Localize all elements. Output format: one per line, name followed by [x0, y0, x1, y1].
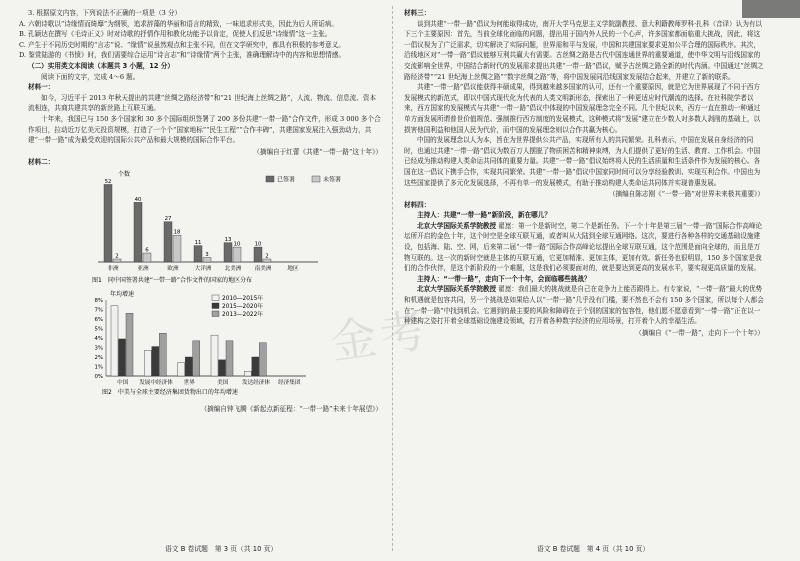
fig2-bar	[219, 359, 226, 375]
fig2-legend-swatch	[212, 295, 219, 301]
fig1-tick-label: 大洋洲	[194, 265, 212, 272]
fig2-bar	[126, 313, 133, 376]
question-3: 3. 根据原文内容，下列说法不正确的一项是（3 分）	[28, 9, 182, 17]
fig2-y-tick: 4%	[94, 335, 103, 342]
fig1-bar	[203, 257, 211, 261]
fig1-ylabel: 个数	[118, 170, 131, 178]
fig2-bar	[259, 342, 266, 375]
fig2-y-tick: 1%	[94, 364, 103, 370]
fig1-data-label: 27	[164, 216, 172, 223]
fig2-y-tick: 2%	[94, 354, 103, 361]
footer-left: 语文 B 卷试题 第 3 页（共 10 页）	[165, 545, 278, 553]
answer-1	[404, 221, 764, 274]
fig2-bar	[178, 362, 185, 375]
answer-2-text: 翟崑：我们最大的挑战就是自己在竞争力上能否跟得上。有专家说，“一带一路”最大的优势和机遇就是包容共同，另一个挑战是如果给人以“一带一路”几乎没有门槛，要不然也不会有 150 多个国家，所以每个人都会在“一带一路”中找到机会。它遇到的最主要的风险和障碍在于个别的国家的包容性，他们愿不愿意看到“一带一路”正在以一种建构之姿打开着全球基础设施建设领域，打开着各种数字经济的应用场景，打开着个人的幸福生活。	[404, 285, 764, 326]
fig1-bar	[194, 246, 202, 262]
material-1-para-2: 十年来，我国已与 150 多个国家和 30 多个国际组织签署了 200 多份共建“一带一路”合作文件，形成 3 000 多个合作项目，拉动近万亿美元投资规模，打造了一个个“国家地标”“民生工程”“合作丰碑”，共建国家发展注入强劲动力，共建“一带一路”成为最受欢迎的国际公共产品和最大规模的国际合作平台。	[28, 114, 381, 145]
page-divider	[392, 6, 393, 551]
fig1-data-label: 11	[194, 240, 202, 247]
material-4-source: （摘编自《“一带一路”，走向下一个十年》）	[635, 328, 764, 337]
fig2-legend-swatch	[212, 311, 219, 317]
fig1-legend-label: 已签署	[277, 176, 296, 184]
fig1-data-label: 6	[145, 247, 149, 254]
section-heading: （二）实用类文本阅读（本题共 3 小题，12 分）	[28, 61, 174, 70]
host-question-1: 主持人：共建“一带一路”新阶段，新在哪儿？	[417, 211, 551, 220]
fig2-ylabel: 年均增速	[110, 290, 135, 298]
fig1-title: 图1 同中国签署共建“一带一路”合作文件的国家的地区分布	[92, 276, 253, 284]
fig2-bar	[119, 338, 126, 375]
fig1-bar	[164, 222, 172, 262]
fig2-tick-label: 发展中经济体	[139, 379, 173, 386]
fig1-tick-label: 亚洲	[137, 265, 149, 272]
material-3-source: （摘编自陈志刚《“一带一路”对世界未来极其重要》）	[608, 190, 764, 199]
fig1-data-label: 10	[254, 241, 262, 248]
fig1-legend-swatch	[266, 176, 274, 182]
material-1-title: 材料一：	[28, 83, 55, 92]
section-intro: 阅读下面的文字，完成 4～6 题。	[41, 72, 140, 81]
fig1-tick-label: 欧洲	[167, 265, 179, 272]
watermark-logo: 金考	[327, 302, 434, 370]
fig2-tick-label: 发达经济体	[242, 379, 270, 386]
option-b: B. 孔颖达在撰写《毛诗正义》时对诗歌的抒情作用和教化功能予以肯定，促使人们反思“诗缘情”这一主张。	[19, 30, 332, 39]
fig1-bar	[224, 243, 232, 262]
fig1-legend-swatch	[312, 176, 320, 182]
fig2-tick-label: 美国	[217, 379, 229, 386]
material-1-para-1: 如今，习近平于 2013 年秋天提出的共建“丝绸之路经济带”和“21 世纪海上丝绸之路”，人流、物流、信息流、资本流相连，共商共建共享的新丝路上互联互通。	[28, 93, 377, 113]
fig2-y-tick: 0%	[94, 373, 103, 380]
material-3-para-3: 中国的发展理念以人为本，旨在为世界提供公共产品，实现所有人的共同繁荣。扎科表示，中国在发展自身经济的同时，也通过共建“一带一路”倡议为数百万人摆脱了物质困苦和精神束缚，为人们提供了更好的生活、教育、工作机会。中国已经成为推动构建人类命运共同体的重要力量。共建“一带一路”倡议始终将人民的生活质量和生活条件作为发展的核心。各国在这一倡议下携手合作，实现共同繁荣。共建“一带一路”倡议中国家同时间可以分享经验教训、实现互利合作。中国也为这些国家提供了多元化发展选择，不再有单一的发展模式，有助于推动构建人类命运共同体并实现普惠发展。	[404, 136, 761, 187]
fig1-bar	[173, 235, 181, 262]
fig2-bar	[111, 305, 118, 375]
answer-2	[404, 284, 764, 326]
fig2-bar	[159, 333, 166, 376]
fig1-bar	[104, 184, 112, 262]
fig1-tick-label: 北美洲	[224, 265, 242, 272]
material-3-title: 材料三：	[404, 9, 431, 17]
fig2-y-tick: 7%	[94, 307, 103, 313]
fig1-data-label: 3	[205, 251, 209, 258]
fig2-legend-swatch	[212, 303, 219, 309]
fig2-y-tick: 8%	[94, 297, 103, 304]
fig2-bar	[152, 346, 159, 375]
option-d: D. 鉴赏陆游的《书愤》时，我们需要综合运用“诗言志”和“诗缘情”两个主张，准确理解诗中的内容和思想情感。	[19, 51, 346, 60]
fig1-bar	[143, 253, 151, 262]
fig2-y-tick: 6%	[94, 316, 103, 323]
fig1-bar	[134, 202, 142, 262]
fig2-y-tick: 3%	[94, 345, 103, 351]
fig2-legend-label: 2013—2022年	[222, 311, 264, 318]
fig1-data-label: 10	[233, 241, 241, 248]
fig1-data-label: 13	[224, 237, 232, 244]
fig1-data-label: 2	[115, 253, 119, 260]
material-2-source: （摘编自钟飞腾《新起点新征程：“一带一路”未来十年展望》）	[200, 405, 382, 414]
material-3-para-2: 共建“一带一路”倡议能获得丰硕成果，得到越来越多国家的认可，还有一个重要原因，就是它为世界展现了不同于西方发展模式的新范式，即以中国式现代化为代表的人类文明新形态，探索出了一种更适应时代潮流的选择。在社科院学者以来，西方国家的发展模式与共建“一带一路”倡议中体现的中国发展理念完全不同。几个世纪以来，西方一直在推动一种通过单方面发展所谓普世价值规范、强制推行西方制度的发展模式，这种模式将“发展”建立在少数人对多数人剥削的基础上，以损害他国利益和他国人民为代价，而中国的发展理念则以合作共赢为核心。	[404, 83, 761, 134]
fig2-y-tick: 5%	[94, 326, 103, 332]
figure-1-chart	[28, 168, 382, 284]
figure-2-chart	[28, 288, 382, 400]
answer-2-speaker: 北京大学国际关系学院教授	[417, 285, 497, 294]
fig2-bar	[244, 371, 251, 376]
fig2-tick-label: 中国	[117, 379, 129, 386]
fig2-tick-label: 世界	[183, 379, 195, 386]
material-1-source: （摘编自于红蕾《共建“一带一路”这十年》）	[253, 147, 382, 156]
right-page	[404, 8, 764, 338]
footer-right: 语文 B 卷试题 第 4 页（共 10 页）	[537, 545, 650, 553]
fig1-legend-label: 未签署	[323, 176, 342, 184]
fig1-bar	[254, 247, 262, 262]
material-4-title: 材料四：	[404, 200, 431, 209]
fig1-tick-label: 地区	[287, 265, 299, 272]
fig2-title: 图2 中美与全球主要经济集团货物出口的年均增速	[102, 388, 238, 396]
fig2-bar	[144, 350, 151, 376]
answer-1-text: 翟崑：第一个是新时空，第二个是新任务。下一个十年是第三届“一带一路”国际合作高峰论坛所开启的金色十年，这个时空是全球互联互通，或者叫从大陆到全球互通网络。这次，要进行各种各样的交通基础设施建设，包括海、陆、空、网，后来第二届“一带一路”国际合作高峰论坛提出全球互联互通，这个范围是面向全球的，而且是万物互联的。这一次的新时空就是主体的互联互通，它更加精准、更加主体，更加有效。新任务也很明显，150 多个国家是我们的合作伙伴，是这个新阶段的一个难题，这是我们必须要面对的，就是要达到更高的发展水平，要实现更高质量的发展。	[404, 221, 763, 273]
fig2-bar	[252, 357, 259, 376]
host-question-2: 主持人：“一带一路”，走向下一个十年，会面临哪些挑战？	[417, 274, 591, 283]
fig1-tick-label: 非洲	[107, 265, 119, 272]
fig2-bar	[185, 357, 192, 376]
fig2-bar	[211, 335, 218, 376]
fig1-data-label: 40	[134, 196, 142, 203]
fig1-data-label: 18	[173, 229, 181, 236]
fig1-tick-label: 南美洲	[254, 265, 272, 272]
left-page	[19, 8, 382, 415]
fig1-data-label: 2	[265, 253, 269, 260]
material-2-title: 材料二：	[28, 158, 55, 167]
fig2-legend-label: 2015—2020年	[222, 303, 264, 310]
fig2-bar	[193, 340, 200, 375]
fig2-tick-label: 经济集团	[278, 379, 301, 386]
fig1-data-label: 52	[104, 178, 112, 185]
fig1-bar	[233, 247, 241, 262]
fig2-legend-label: 2010—2015年	[222, 295, 264, 302]
fig2-bar	[226, 340, 233, 375]
material-3-para-1: 谈到共建“一带一路”倡议为何能取得成功，南开大学马克思主义学院副教授、意大利籍教师罗科·扎科（音译）认为有以下三个主要原因：首先，当前全球化面临的问题，提出用于国内外人民的一个心声，许多国家都面临重大挑战，因此，将这一倡议视为了广泛需求，切实解决了实际问题，世界需和平与发展，中国和共建国家要求更加公平合理的国际秩序。其次，沿线地区对“一带一路”倡议能够互利共赢大有需要。古丝绸之路是古代中国连通世界的重要通道，使中华文明与沿线国家的交流影响全世界，中国结合新时代的发展需求提出共建“一带一路”倡议，赋予古丝绸之路全新的时代内涵。中国通过“丝绸之路经济带”“21 世纪海上丝绸之路”“数字丝绸之路”等，将中国发展同沿线国家发展结合起来，并建立了新的联系。	[404, 19, 764, 81]
option-a: A. 六朝诗歌以“诗缘情而绮靡”为纲领，追求辞藻的华丽和语言的精致，一味追求形式美，因此为后人所诟病。	[19, 19, 339, 28]
answer-1-speaker: 北京大学国际关系学院教授	[417, 221, 497, 230]
option-c: C. 产生于不同历史时期的“言志”说、“缘情”说虽然观点和主张不同，但在文学研究中，都具有积极的参考意义。	[19, 40, 345, 49]
